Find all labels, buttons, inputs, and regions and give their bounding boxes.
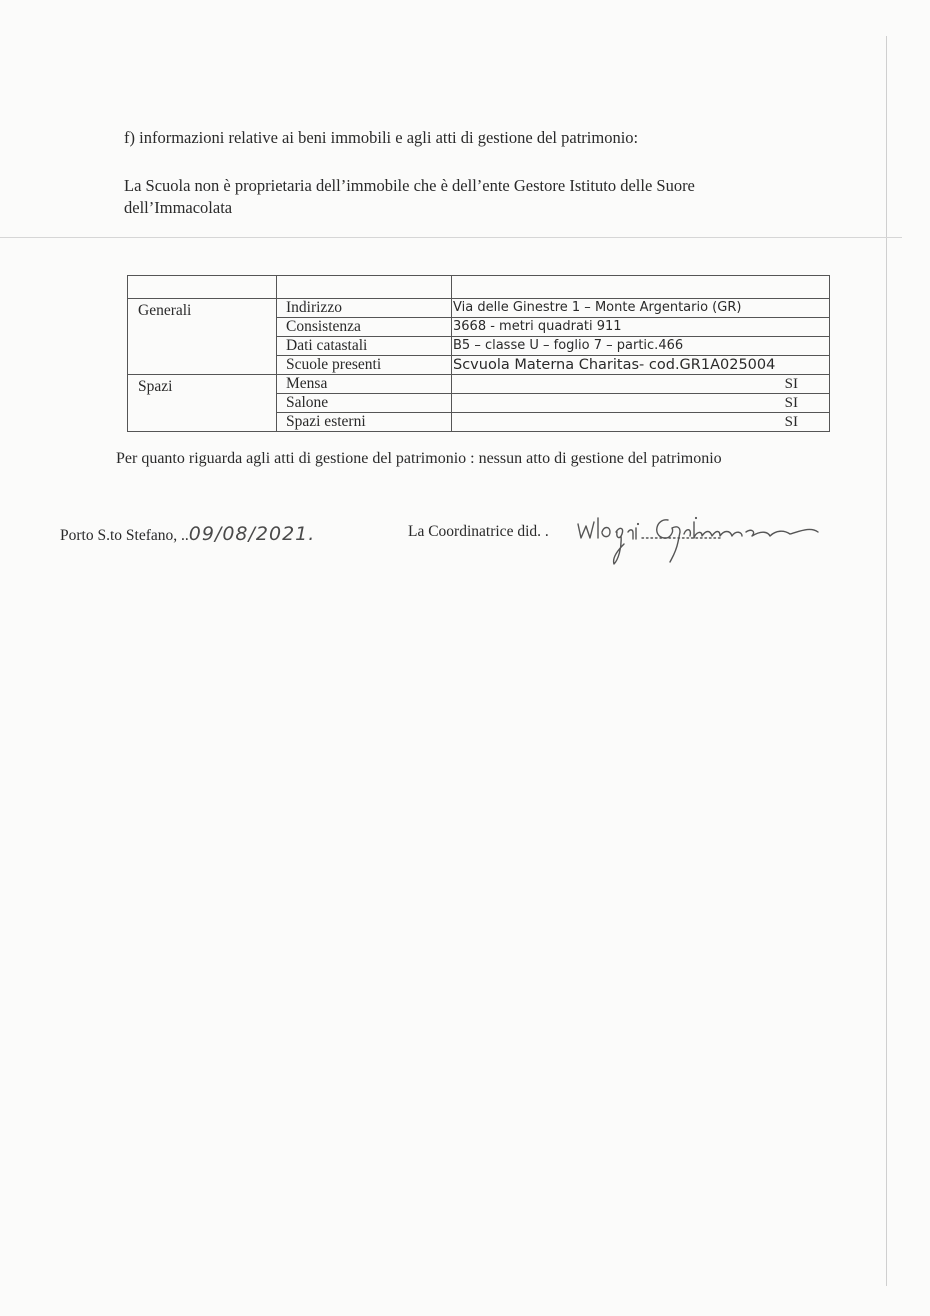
row-name-indirizzo: Indirizzo [277, 299, 451, 318]
table-header-row [128, 276, 830, 299]
row-value-scuole-presenti: Scvuola Materna Charitas- cod.GR1A025004 [453, 357, 776, 373]
coordinator-label: La Coordinatrice did. . [408, 523, 549, 540]
coordinator-line [408, 523, 549, 541]
header-cell-empty [452, 276, 830, 299]
spazi-names-cell [277, 375, 452, 432]
header-cell-empty [277, 276, 452, 299]
group-label-generali: Generali [128, 299, 277, 375]
property-table [127, 275, 830, 432]
row-value-mensa: SI [452, 375, 829, 394]
row-name-scuole-presenti: Scuole presenti [286, 356, 382, 373]
handwritten-date: 09/08/2021. [188, 523, 316, 545]
row-value-consistenza: 3668 - metri quadrati 911 [452, 318, 829, 337]
row-name-consistenza: Consistenza [277, 318, 451, 337]
page-edge-line [886, 36, 887, 1286]
row-value-indirizzo: Via delle Ginestre 1 – Monte Argentario (GR) [452, 299, 829, 318]
spazi-values-cell [452, 375, 830, 432]
row-name-dati-catastali: Dati catastali [277, 337, 451, 356]
header-cell-empty [128, 276, 277, 299]
section-heading: f) informazioni relative ai beni immobili e agli atti di gestione del patrimonio: [124, 128, 639, 147]
row-value-salone: SI [452, 394, 829, 413]
group-label-spazi: Spazi [128, 375, 277, 432]
row-value-dati-catastali: B5 – classe U – foglio 7 – partic.466 [452, 337, 829, 356]
row-name-salone: Salone [277, 394, 451, 413]
closing-statement: Per quanto riguarda agli atti di gestione del patrimonio : nessun atto di gestione del patrimonio [116, 450, 722, 467]
generali-values-cell [452, 299, 830, 375]
generali-names-cell [277, 299, 452, 375]
row-name-mensa: Mensa [277, 375, 451, 394]
scan-fold-line [0, 237, 902, 238]
table-row-generali [128, 299, 830, 375]
place-date-line [60, 523, 315, 545]
row-name-spazi-esterni: Spazi esterni [286, 413, 366, 430]
place-label: Porto S.to Stefano, .. [60, 527, 189, 544]
handwritten-signature [572, 502, 832, 572]
ownership-paragraph: La Scuola non è proprietaria dell’immobile che è dell’ente Gestore Istituto delle Suore dell’Immacolata [124, 176, 695, 217]
row-value-spazi-esterni: SI [784, 414, 798, 430]
table-row-spazi [128, 375, 830, 432]
